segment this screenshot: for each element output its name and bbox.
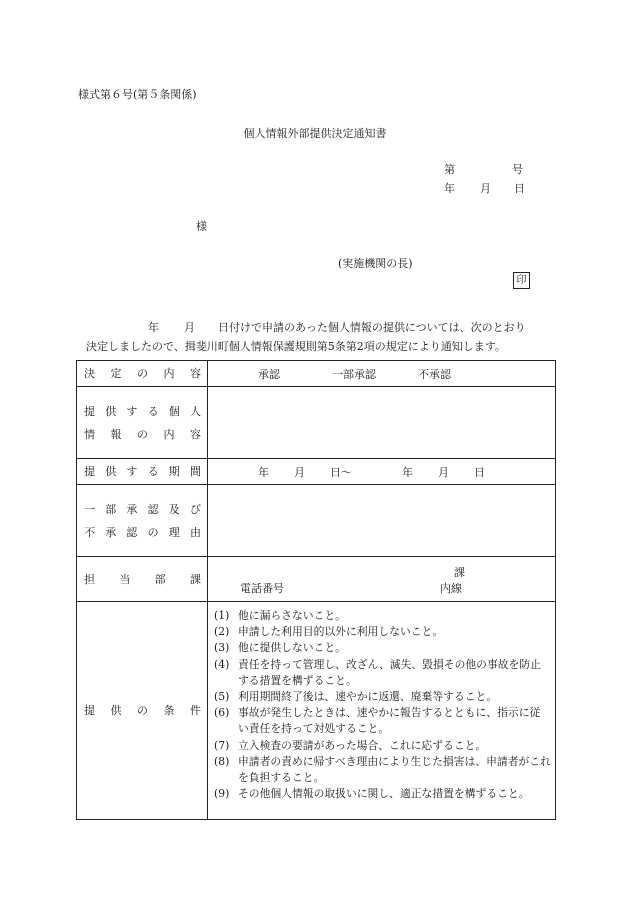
condition-item: (4) 責任を持って管理し、改ざん、滅失、毀損その他の事故を防止する措置を構ずること。	[214, 657, 541, 687]
addressee-suffix: 様	[196, 220, 207, 233]
decision-table	[76, 360, 556, 820]
body-line2-text: 決定しましたので、揖斐川町個人情報保護規則第5条第2項の規定により通知します。	[86, 340, 506, 353]
body-month: 月	[184, 321, 195, 334]
decision-label-cell: 決 定 の 内 容	[77, 361, 208, 387]
reason-content-cell[interactable]	[208, 485, 556, 557]
body-line1-text: 日付けで申請のあった個人情報の提供については、次のとおり	[218, 321, 526, 334]
doc-number-suffix: 号	[512, 163, 523, 176]
option-partial: 一部承認	[332, 367, 376, 381]
dept-label-cell: 担 当 部 課	[77, 557, 208, 602]
info-content-cell[interactable]	[208, 387, 556, 459]
info-label-cell: 提 供 す る 個 人 情 報 の 内 容	[77, 387, 208, 459]
sender-title: (実施機関の長)	[338, 257, 413, 270]
option-approve: 承認	[258, 367, 280, 381]
dept-section-label: 課	[454, 566, 465, 579]
period-label-cell: 提 供 す る 期 間	[77, 459, 208, 485]
date-day: 日	[514, 182, 525, 195]
condition-item: (9) その他個人情報の取扱いに関し、適正な措置を構ずること。	[214, 787, 530, 801]
conditions-list	[208, 602, 555, 808]
condition-item: (6) 事故が発生したときは、速やかに報告するとともに、指示に従い責任を持って対処すること。	[214, 706, 541, 736]
reason-label-cell: 一 部 承 認 及 び 不 承 認 の 理 由	[77, 485, 208, 557]
conditions-cell	[208, 602, 556, 820]
date-month: 月	[480, 182, 491, 195]
body-year: 年	[148, 321, 159, 334]
condition-item: (1) 他に漏らさないこと。	[214, 609, 346, 622]
form-number: 様式第６号(第５条関係)	[78, 88, 197, 101]
condition-item: (3) 他に提供しないこと。	[214, 641, 346, 655]
dept-content-cell[interactable]	[208, 557, 556, 602]
condition-item: (8) 申請者の責めに帰すべき理由により生じた損害は、申請者がこれを負担すること。	[214, 754, 551, 785]
condition-item: (5) 利用期間終了後は、速やかに返還、廃棄等すること。	[214, 690, 498, 704]
document-title: 個人情報外部提供決定通知書	[243, 127, 387, 140]
dept-extension-label: 内線	[440, 582, 462, 595]
conditions-label-cell: 提 供 の 条 件	[77, 602, 208, 820]
period-cell[interactable]: 年 月 日〜 年 月 日	[208, 459, 556, 485]
seal-mark: 印	[513, 272, 530, 289]
decision-options-cell	[208, 361, 556, 387]
condition-item: (7) 立入検査の要請があった場合、これに応ずること。	[214, 738, 487, 752]
condition-item: (2) 申請した利用目的以外に利用しないこと。	[214, 625, 444, 639]
date-year: 年	[444, 182, 455, 195]
option-reject: 不承認	[418, 367, 451, 381]
doc-number-prefix: 第	[444, 163, 455, 176]
dept-phone-label: 電話番号	[240, 582, 284, 595]
